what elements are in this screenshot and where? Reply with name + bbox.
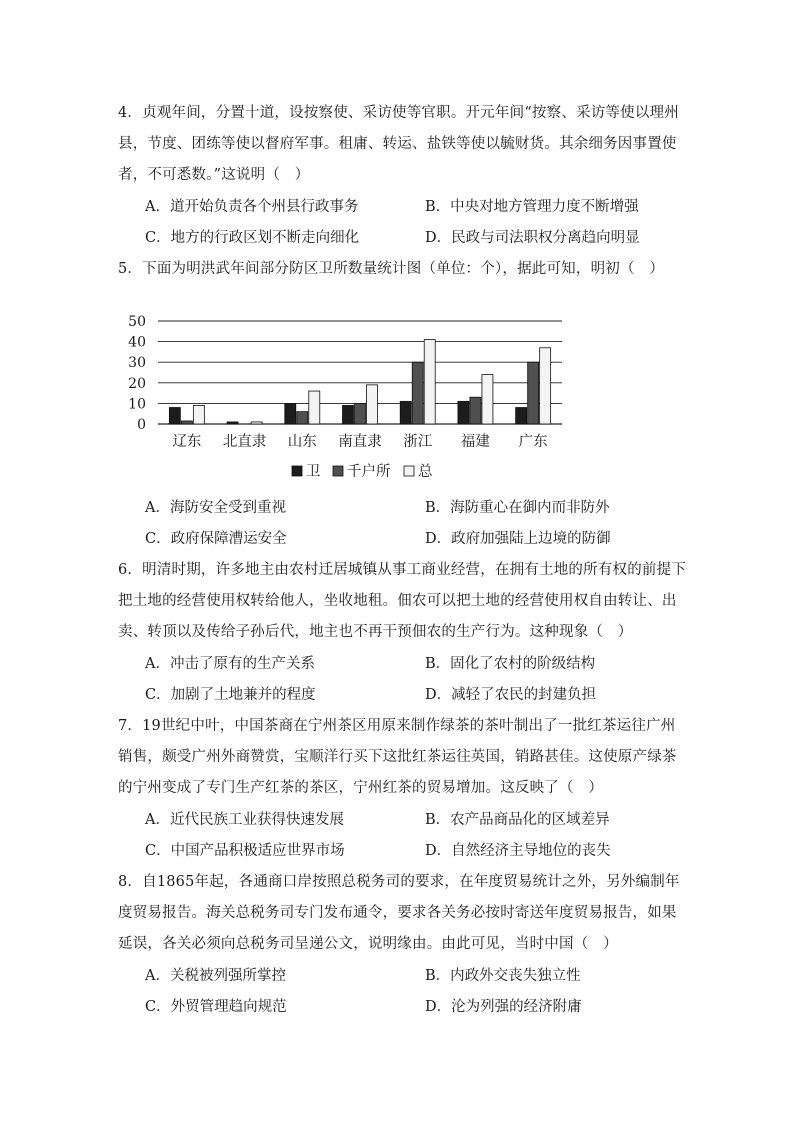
question-4-option-b[interactable]: B．中央对地方管理力度不断增强 xyxy=(425,199,639,215)
question-5-option-a[interactable]: A．海防安全受到重视 xyxy=(145,500,286,516)
question-8-option-b[interactable]: B．内政外交丧失独立性 xyxy=(425,968,581,984)
question-6-option-a[interactable]: A．冲击了原有的生产关系 xyxy=(145,656,315,672)
bar xyxy=(309,391,320,424)
bar xyxy=(355,403,366,424)
bar xyxy=(400,401,411,424)
legend-label: 千户所 xyxy=(347,464,391,480)
x-tick-label: 广东 xyxy=(518,434,548,450)
bar xyxy=(528,362,539,424)
y-tick-label: 0 xyxy=(137,417,146,433)
question-4-option-d[interactable]: D．民政与司法职权分离趋向明显 xyxy=(425,230,640,246)
bar xyxy=(297,412,308,424)
bar xyxy=(516,408,527,424)
x-tick-label: 南直隶 xyxy=(338,434,382,450)
x-tick-label: 山东 xyxy=(287,434,317,450)
question-7-option-c[interactable]: C．中国产品积极适应世界市场 xyxy=(145,843,345,859)
bar xyxy=(367,385,378,424)
question-4-stem: 4．贞观年间，分置十道，设按察使、采访使等官职。开元年间“按察、采访等使以理州县，节度、团练等使以督府军事。租庸、转运、盐铁等使以毓财货。其余细务因事置使者，不可悉数。”这说明（ ） xyxy=(118,105,679,183)
bar xyxy=(540,348,551,424)
y-tick-label: 40 xyxy=(128,334,146,351)
question-7-stem: 7．19世纪中叶，中国茶商在宁州茶区用原来制作绿茶的茶叶制出了一批红茶运往广州销售，颇受广州外商赞赏，宝顺洋行买下这批红茶运往英国，销路甚佳。这使原产绿茶的宁州变成了专门生产红茶的茶区，宁州红茶的贸易增加。这反映了（ ） xyxy=(118,718,677,796)
y-tick-label: 20 xyxy=(128,375,146,392)
question-6-option-c[interactable]: C．加剧了土地兼并的程度 xyxy=(145,687,316,703)
bar-chart xyxy=(0,300,794,500)
question-6-option-d[interactable]: D．减轻了农民的封建负担 xyxy=(425,687,597,703)
y-tick-label: 30 xyxy=(128,355,146,372)
question-4-option-a[interactable]: A．道开始负责各个州县行政事务 xyxy=(145,199,359,215)
question-7-option-a[interactable]: A．近代民族工业获得快速发展 xyxy=(145,812,344,828)
bar xyxy=(424,340,435,424)
question-6-stem: 6．明清时期，许多地主由农村迁居城镇从事工商业经营，在拥有土地的所有权的前提下把土地的经营使用权转给他人，坐收地租。佃农可以把土地的经营使用权自由转让、出卖、转顶以及传给子孙后代，地主也不再干预佃农的生产行为。这种现象（ ） xyxy=(118,562,687,640)
legend-swatch xyxy=(404,466,414,476)
question-8-option-d[interactable]: D．沦为列强的经济附庸 xyxy=(425,999,582,1015)
legend-label: 总 xyxy=(418,464,433,480)
bar xyxy=(181,421,192,424)
bar xyxy=(458,401,469,424)
bar xyxy=(285,403,296,424)
y-tick-label: 50 xyxy=(128,314,146,330)
x-tick-label: 辽东 xyxy=(172,434,202,450)
question-8-option-a[interactable]: A．关税被列强所掌控 xyxy=(145,968,286,984)
y-tick-label: 10 xyxy=(128,396,146,413)
legend-swatch xyxy=(292,466,302,476)
bar xyxy=(193,405,204,424)
bar xyxy=(343,405,354,424)
bar xyxy=(227,422,238,424)
question-7-option-b[interactable]: B．农产品商品化的区域差异 xyxy=(425,812,610,828)
question-4-option-c[interactable]: C．地方的行政区划不断走向细化 xyxy=(145,230,360,246)
bar xyxy=(470,397,481,424)
question-6-option-b[interactable]: B．固化了农村的阶级结构 xyxy=(425,656,596,672)
bar xyxy=(412,362,423,424)
question-7-option-d[interactable]: D．自然经济主导地位的丧失 xyxy=(425,843,611,859)
question-8-option-c[interactable]: C．外贸管理趋向规范 xyxy=(145,999,287,1015)
legend-swatch xyxy=(333,466,343,476)
bar xyxy=(169,408,180,424)
question-5-option-c[interactable]: C．政府保障漕运安全 xyxy=(145,531,287,547)
question-5-option-b[interactable]: B．海防重心在御内而非防外 xyxy=(425,500,610,516)
question-5-option-d[interactable]: D．政府加强陆上边境的防御 xyxy=(425,531,611,547)
bar xyxy=(482,375,493,424)
x-tick-label: 北直隶 xyxy=(222,434,267,450)
legend-label: 卫 xyxy=(306,464,321,480)
question-8-stem: 8．自1865年起，各通商口岸按照总税务司的要求，在年度贸易统计之外，另外编制年度贸易报告。海关总税务司专门发布通令，要求各关务必按时寄送年度贸易报告，如果延误，各关必须向总税务司呈递公文，说明缘由。由此可见，当时中国（ ） xyxy=(118,874,680,952)
x-tick-label: 福建 xyxy=(460,434,490,450)
question-5-stem: 5．下面为明洪武年间部分防区卫所数量统计图（单位：个），据此可知，明初（ ） xyxy=(118,261,665,277)
bar xyxy=(251,422,262,424)
x-tick-label: 浙江 xyxy=(403,434,433,450)
